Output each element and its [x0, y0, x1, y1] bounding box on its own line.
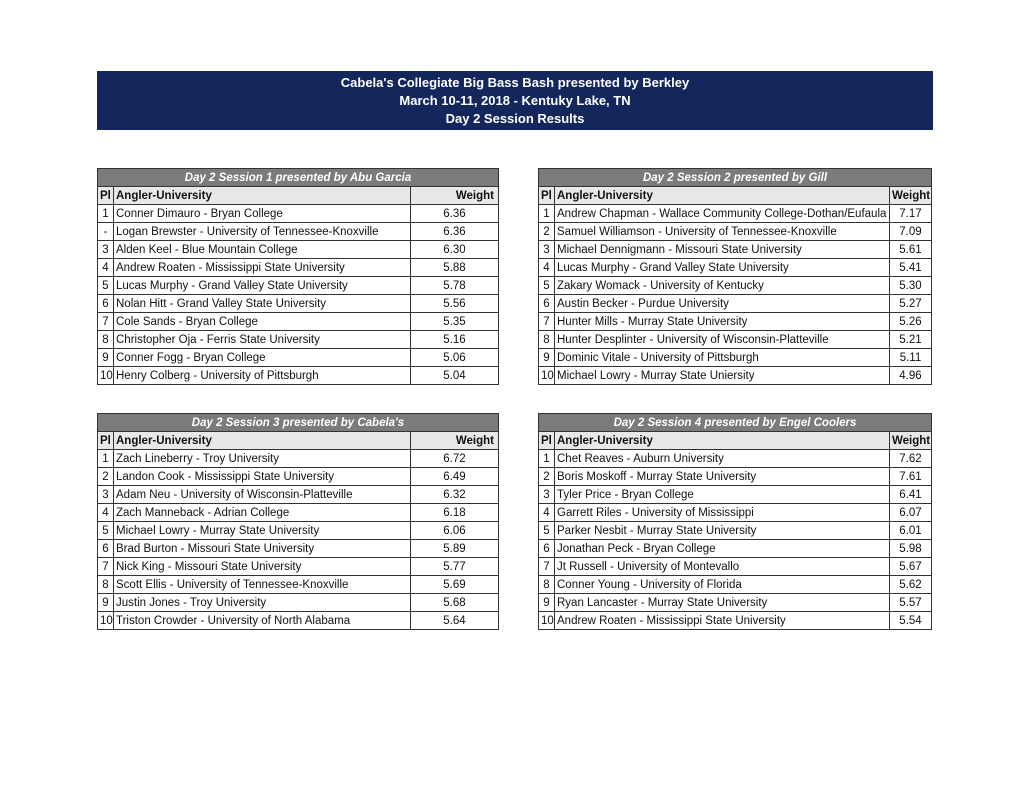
place-cell: 6 — [98, 540, 114, 558]
place-cell: 5 — [539, 277, 555, 295]
angler-cell: Michael Lowry - Murray State University — [114, 522, 411, 540]
place-cell: 6 — [98, 295, 114, 313]
table-row — [98, 295, 499, 313]
table-row — [98, 313, 499, 331]
angler-cell: Tyler Price - Bryan College — [555, 486, 890, 504]
angler-cell: Jt Russell - University of Montevallo — [555, 558, 890, 576]
weight-column-header: Weight — [411, 187, 499, 205]
place-cell: 2 — [539, 223, 555, 241]
weight-cell: 5.21 — [889, 331, 931, 349]
place-cell: 3 — [539, 486, 555, 504]
place-cell: 7 — [98, 313, 114, 331]
weight-cell: 5.61 — [889, 241, 931, 259]
table-row — [98, 522, 499, 540]
weight-cell: 5.06 — [411, 349, 499, 367]
place-cell: - — [98, 223, 114, 241]
angler-cell: Michael Lowry - Murray State Uniersity — [555, 367, 890, 385]
table-row — [539, 450, 932, 468]
place-cell: 4 — [98, 259, 114, 277]
place-cell: 1 — [539, 205, 555, 223]
weight-cell: 7.61 — [890, 468, 932, 486]
weight-cell: 6.30 — [411, 241, 499, 259]
table-row — [98, 205, 499, 223]
weight-cell: 6.41 — [890, 486, 932, 504]
angler-cell: Zach Manneback - Adrian College — [114, 504, 411, 522]
place-cell: 1 — [98, 450, 114, 468]
weight-cell: 6.36 — [411, 223, 499, 241]
table-row — [539, 331, 932, 349]
weight-cell: 5.68 — [410, 594, 498, 612]
place-cell: 5 — [98, 522, 114, 540]
angler-cell: Boris Moskoff - Murray State University — [555, 468, 890, 486]
table-row — [539, 594, 932, 612]
angler-cell: Scott Ellis - University of Tennessee-Knoxville — [114, 576, 411, 594]
table-row — [98, 612, 499, 630]
angler-cell: Brad Burton - Missouri State University — [114, 540, 411, 558]
weight-cell: 6.32 — [410, 486, 498, 504]
angler-cell: Jonathan Peck - Bryan College — [555, 540, 890, 558]
angler-cell: Hunter Desplinter - University of Wisconsin-Platteville — [555, 331, 890, 349]
weight-cell: 4.96 — [889, 367, 931, 385]
results-banner — [97, 71, 933, 130]
place-cell: 3 — [539, 241, 555, 259]
angler-cell: Chet Reaves - Auburn University — [555, 450, 890, 468]
weight-column-header: Weight — [410, 432, 498, 450]
table-row — [98, 259, 499, 277]
angler-cell: Landon Cook - Mississippi State University — [114, 468, 411, 486]
table-row — [539, 349, 932, 367]
place-cell: 1 — [98, 205, 114, 223]
place-cell: 5 — [98, 277, 114, 295]
table-row — [98, 367, 499, 385]
session-table — [538, 168, 932, 385]
angler-column-header: Angler-University — [114, 432, 411, 450]
angler-cell: Alden Keel - Blue Mountain College — [114, 241, 411, 259]
place-cell: 3 — [98, 486, 114, 504]
weight-cell: 5.27 — [889, 295, 931, 313]
weight-cell: 7.17 — [889, 205, 931, 223]
session-title: Day 2 Session 2 presented by Gill — [539, 169, 932, 187]
place-cell: 8 — [98, 576, 114, 594]
angler-column-header: Angler-University — [114, 187, 411, 205]
table-row — [98, 349, 499, 367]
place-cell: 10 — [539, 367, 555, 385]
place-cell: 1 — [539, 450, 555, 468]
weight-cell: 6.36 — [411, 205, 499, 223]
angler-cell: Conner Fogg - Bryan College — [114, 349, 411, 367]
table-row — [98, 594, 499, 612]
angler-cell: Garrett Riles - University of Mississippi — [555, 504, 890, 522]
table-row — [539, 367, 932, 385]
angler-cell: Henry Colberg - University of Pittsburgh — [114, 367, 411, 385]
weight-cell: 6.06 — [410, 522, 498, 540]
angler-cell: Michael Dennigmann - Missouri State University — [555, 241, 890, 259]
angler-cell: Andrew Chapman - Wallace Community College-Dothan/Eufaula — [555, 205, 890, 223]
angler-cell: Logan Brewster - University of Tennessee-Knoxville — [114, 223, 411, 241]
weight-column-header: Weight — [890, 432, 932, 450]
table-row — [539, 223, 932, 241]
weight-cell: 5.26 — [889, 313, 931, 331]
angler-cell: Parker Nesbit - Murray State University — [555, 522, 890, 540]
weight-cell: 5.69 — [410, 576, 498, 594]
table-row — [98, 558, 499, 576]
weight-cell: 5.57 — [890, 594, 932, 612]
place-cell: 2 — [539, 468, 555, 486]
weight-cell: 6.72 — [410, 450, 498, 468]
angler-cell: Nick King - Missouri State University — [114, 558, 411, 576]
table-row — [539, 522, 932, 540]
angler-cell: Hunter Mills - Murray State University — [555, 313, 890, 331]
table-row — [98, 277, 499, 295]
weight-cell: 5.54 — [890, 612, 932, 630]
place-cell: 6 — [539, 295, 555, 313]
place-cell: 10 — [98, 612, 114, 630]
session-table — [538, 413, 932, 630]
angler-cell: Zach Lineberry - Troy University — [114, 450, 411, 468]
table-row — [98, 241, 499, 259]
table-row — [98, 223, 499, 241]
place-cell: 8 — [98, 331, 114, 349]
weight-cell: 5.77 — [410, 558, 498, 576]
table-row — [539, 612, 932, 630]
place-cell: 7 — [539, 313, 555, 331]
session-table — [97, 413, 499, 630]
place-column-header: Pl — [539, 187, 555, 205]
weight-cell: 7.09 — [889, 223, 931, 241]
angler-cell: Justin Jones - Troy University — [114, 594, 411, 612]
angler-column-header: Angler-University — [555, 432, 890, 450]
table-row — [98, 504, 499, 522]
table-row — [539, 259, 932, 277]
place-cell: 8 — [539, 576, 555, 594]
place-column-header: Pl — [539, 432, 555, 450]
angler-cell: Triston Crowder - University of North Alabama — [114, 612, 411, 630]
table-row — [539, 205, 932, 223]
results-subtitle: Day 2 Session Results — [445, 111, 585, 126]
angler-cell: Nolan Hitt - Grand Valley State University — [114, 295, 411, 313]
weight-cell: 5.98 — [890, 540, 932, 558]
place-cell: 10 — [539, 612, 555, 630]
angler-cell: Dominic Vitale - University of Pittsburgh — [555, 349, 890, 367]
weight-cell: 7.62 — [890, 450, 932, 468]
weight-cell: 5.35 — [411, 313, 499, 331]
weight-cell: 5.04 — [411, 367, 499, 385]
angler-cell: Conner Young - University of Florida — [555, 576, 890, 594]
table-row — [539, 504, 932, 522]
session-table — [97, 168, 499, 385]
weight-cell: 5.41 — [889, 259, 931, 277]
place-cell: 7 — [98, 558, 114, 576]
place-cell: 9 — [98, 594, 114, 612]
place-cell: 8 — [539, 331, 555, 349]
weight-cell: 5.16 — [411, 331, 499, 349]
angler-cell: Christopher Oja - Ferris State University — [114, 331, 411, 349]
table-row — [98, 468, 499, 486]
event-title: Cabela's Collegiate Big Bass Bash presented by Berkley — [340, 75, 690, 90]
angler-cell: Lucas Murphy - Grand Valley State University — [555, 259, 890, 277]
angler-cell: Lucas Murphy - Grand Valley State University — [114, 277, 411, 295]
angler-cell: Zakary Womack - University of Kentucky — [555, 277, 890, 295]
weight-cell: 5.88 — [411, 259, 499, 277]
table-row — [539, 486, 932, 504]
angler-cell: Andrew Roaten - Mississippi State University — [114, 259, 411, 277]
weight-cell: 5.30 — [889, 277, 931, 295]
place-cell: 4 — [539, 259, 555, 277]
event-date-location: March 10-11, 2018 - Kentuky Lake, TN — [399, 93, 631, 108]
place-cell: 4 — [539, 504, 555, 522]
table-row — [539, 540, 932, 558]
place-cell: 9 — [539, 594, 555, 612]
table-row — [98, 576, 499, 594]
place-cell: 2 — [98, 468, 114, 486]
table-row — [98, 331, 499, 349]
table-row — [98, 450, 499, 468]
table-row — [539, 576, 932, 594]
place-cell: 7 — [539, 558, 555, 576]
weight-cell: 5.67 — [890, 558, 932, 576]
table-row — [539, 277, 932, 295]
place-column-header: Pl — [98, 187, 114, 205]
angler-column-header: Angler-University — [555, 187, 890, 205]
weight-cell: 6.49 — [410, 468, 498, 486]
weight-cell: 5.89 — [410, 540, 498, 558]
table-row — [539, 295, 932, 313]
place-cell: 6 — [539, 540, 555, 558]
angler-cell: Andrew Roaten - Mississippi State University — [555, 612, 890, 630]
place-cell: 3 — [98, 241, 114, 259]
table-row — [539, 558, 932, 576]
weight-column-header: Weight — [889, 187, 931, 205]
angler-cell: Samuel Williamson - University of Tennessee-Knoxville — [555, 223, 890, 241]
table-row — [98, 486, 499, 504]
weight-cell: 5.78 — [411, 277, 499, 295]
weight-cell: 5.11 — [889, 349, 931, 367]
weight-cell: 6.07 — [890, 504, 932, 522]
weight-cell: 6.18 — [410, 504, 498, 522]
table-row — [539, 468, 932, 486]
place-cell: 9 — [98, 349, 114, 367]
table-row — [539, 313, 932, 331]
session-title: Day 2 Session 1 presented by Abu Garcia — [98, 169, 499, 187]
weight-cell: 5.56 — [411, 295, 499, 313]
place-cell: 5 — [539, 522, 555, 540]
place-cell: 9 — [539, 349, 555, 367]
weight-cell: 5.64 — [410, 612, 498, 630]
session-title: Day 2 Session 4 presented by Engel Coolers — [539, 414, 932, 432]
table-row — [539, 241, 932, 259]
place-column-header: Pl — [98, 432, 114, 450]
weight-cell: 5.62 — [890, 576, 932, 594]
place-cell: 10 — [98, 367, 114, 385]
table-row — [98, 540, 499, 558]
angler-cell: Ryan Lancaster - Murray State University — [555, 594, 890, 612]
angler-cell: Adam Neu - University of Wisconsin-Platteville — [114, 486, 411, 504]
session-title: Day 2 Session 3 presented by Cabela's — [98, 414, 499, 432]
weight-cell: 6.01 — [890, 522, 932, 540]
angler-cell: Conner Dimauro - Bryan College — [114, 205, 411, 223]
angler-cell: Austin Becker - Purdue University — [555, 295, 890, 313]
angler-cell: Cole Sands - Bryan College — [114, 313, 411, 331]
place-cell: 4 — [98, 504, 114, 522]
